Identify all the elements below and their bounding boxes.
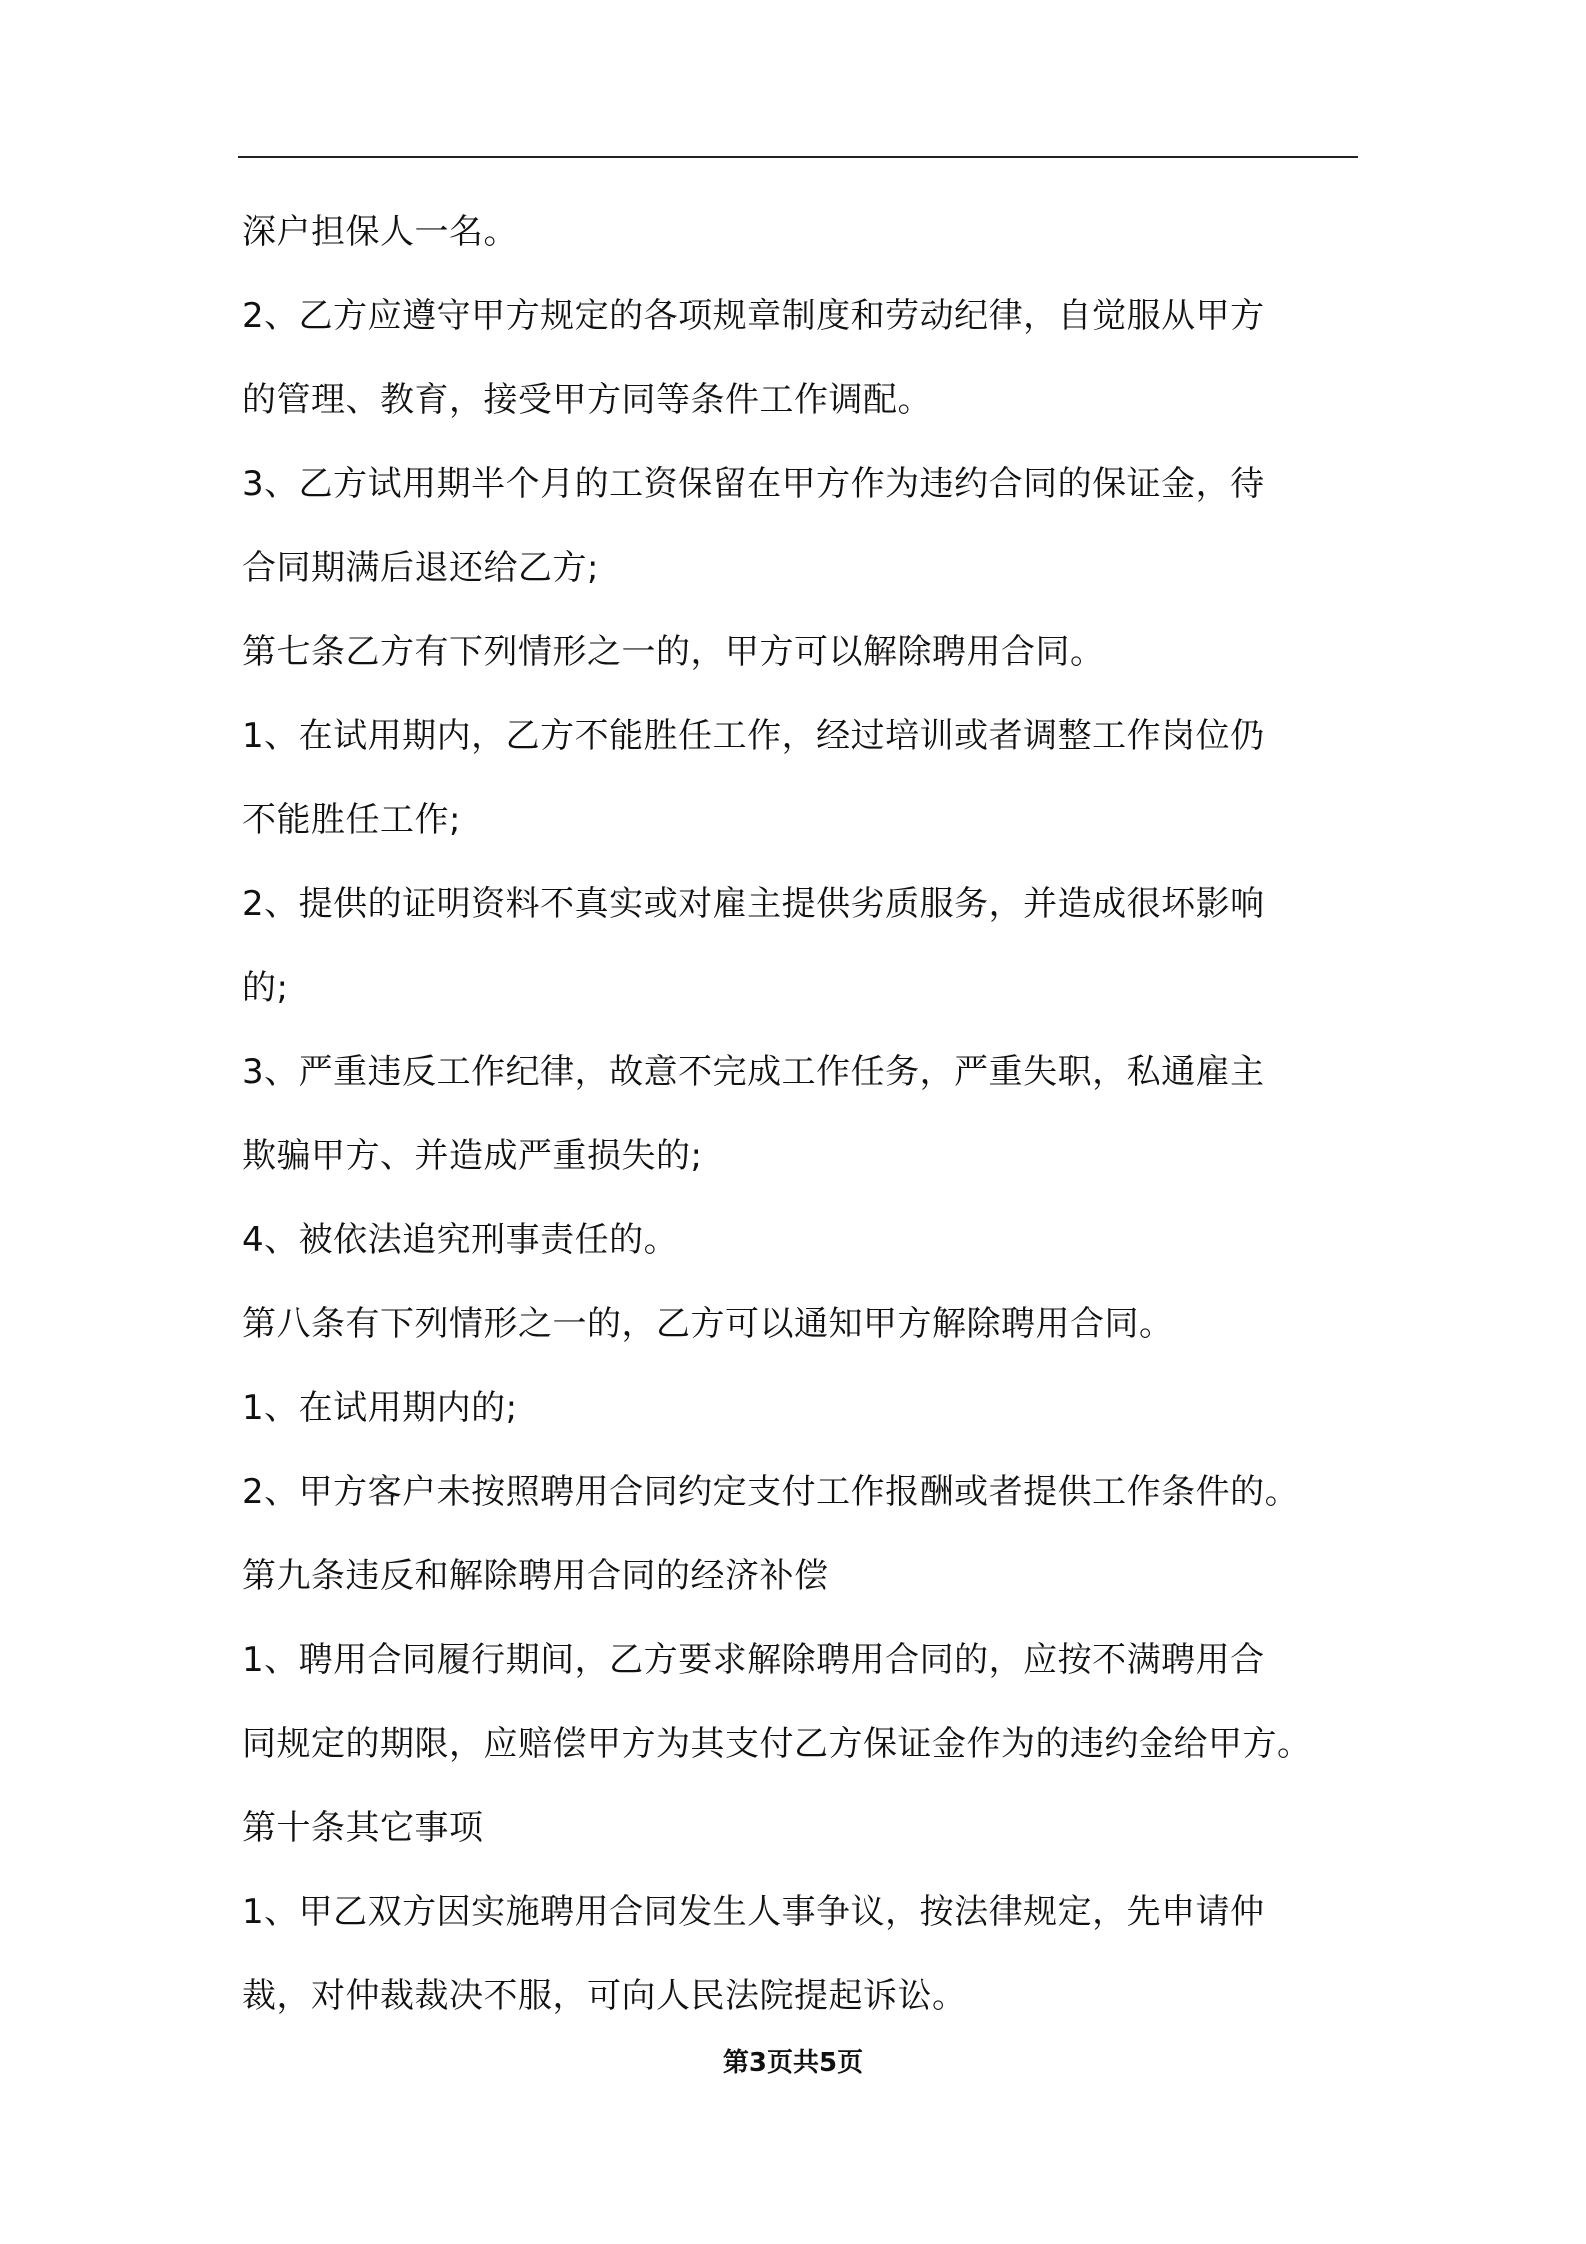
- text-line: 2、甲方客户未按照聘用合同约定支付工作报酬或者提供工作条件的。: [242, 1472, 1300, 1512]
- text-line: 的;: [242, 968, 289, 1008]
- text-line: 合同期满后退还给乙方;: [242, 548, 599, 588]
- text-line: 4、被依法追究刑事责任的。: [242, 1220, 679, 1260]
- text-line: 欺骗甲方、并造成严重损失的;: [242, 1136, 703, 1176]
- section-heading-article-7: 第七条乙方有下列情形之一的，甲方可以解除聘用合同。: [242, 632, 1105, 672]
- text-line: 深户担保人一名。: [242, 212, 518, 252]
- text-line: 3、乙方试用期半个月的工资保留在甲方作为违约合同的保证金，待: [242, 464, 1265, 504]
- page-number: 第3页共5页: [722, 2048, 864, 2078]
- text-line: 同规定的期限，应赔偿甲方为其支付乙方保证金作为的违约金给甲方。: [242, 1724, 1312, 1764]
- section-heading-article-10: 第十条其它事项: [242, 1808, 484, 1848]
- section-heading-article-8: 第八条有下列情形之一的，乙方可以通知甲方解除聘用合同。: [242, 1304, 1174, 1344]
- text-line: 的管理、教育，接受甲方同等条件工作调配。: [242, 380, 932, 420]
- text-line: 1、在试用期内，乙方不能胜任工作，经过培训或者调整工作岗位仍: [242, 716, 1265, 756]
- section-heading-article-9: 第九条违反和解除聘用合同的经济补偿: [242, 1556, 829, 1596]
- header-rule: [238, 156, 1358, 158]
- text-line: 1、在试用期内的;: [242, 1388, 518, 1428]
- text-line: 不能胜任工作;: [242, 800, 461, 840]
- text-line: 3、严重违反工作纪律，故意不完成工作任务，严重失职，私通雇主: [242, 1052, 1265, 1092]
- text-line: 1、甲乙双方因实施聘用合同发生人事争议，按法律规定，先申请仲: [242, 1892, 1265, 1932]
- text-line: 2、乙方应遵守甲方规定的各项规章制度和劳动纪律，自觉服从甲方: [242, 296, 1265, 336]
- text-line: 1、聘用合同履行期间，乙方要求解除聘用合同的，应按不满聘用合: [242, 1640, 1265, 1680]
- text-line: 裁，对仲裁裁决不服，可向人民法院提起诉讼。: [242, 1976, 967, 2016]
- text-line: 2、提供的证明资料不真实或对雇主提供劣质服务，并造成很坏影响: [242, 884, 1265, 924]
- document-body: [242, 190, 1372, 2038]
